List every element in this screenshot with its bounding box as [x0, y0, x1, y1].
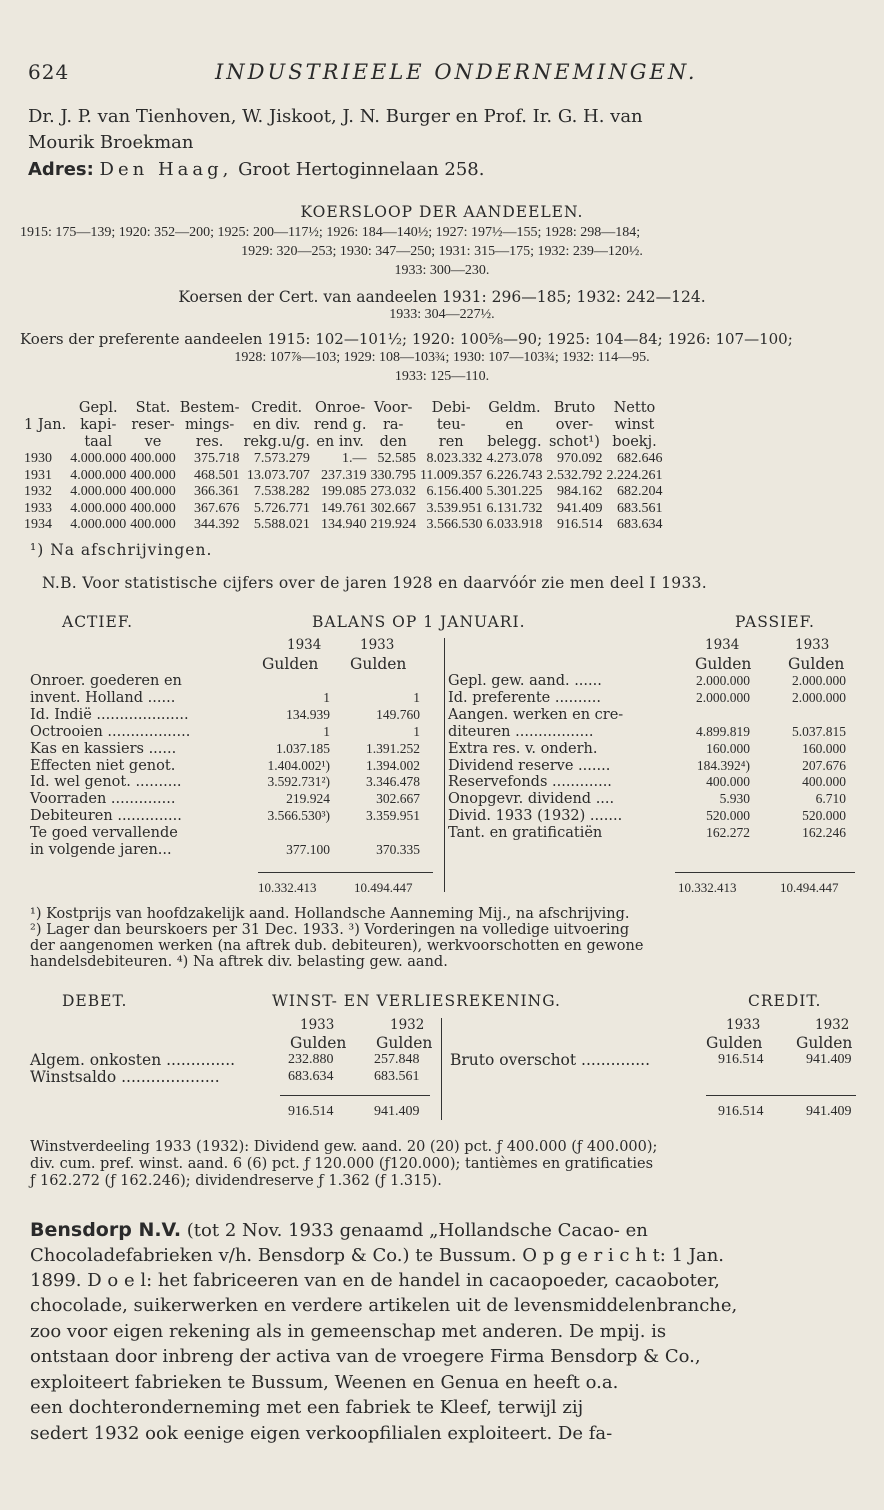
- stats-value-cell: 1.—: [341, 451, 367, 466]
- balance-item-label: Reservefonds .............: [448, 774, 612, 791]
- bensdorp-line-5: zoo voor eigen rekening als in gemeenschap met anderen. De mpij. is: [30, 1321, 667, 1342]
- stats-header: Onroe-: [314, 400, 366, 416]
- balance-right-label: PASSIEF.: [735, 613, 815, 631]
- balance-item-label: Gepl. gew. aand. ......: [448, 673, 602, 689]
- stats-header: belegg.: [487, 434, 542, 450]
- pl-debit-label-0: Algem. onkosten ..............: [30, 1051, 236, 1069]
- stats-value-cell: 3.566.530: [426, 517, 483, 532]
- stats-header: Bruto: [553, 400, 596, 416]
- stats-value-cell: 330.795: [370, 467, 416, 483]
- balance-item-value: [250, 825, 330, 842]
- stats-value-cell: 8.023.332: [426, 451, 483, 466]
- balance-item-value: 1: [413, 723, 420, 739]
- pl-debit-total-b: 941.409: [374, 1104, 420, 1119]
- balance-item-label: Id. wel genot. ..........: [30, 774, 182, 791]
- balance-item-value: 160.000: [802, 740, 846, 756]
- stats-value-cell: 7.538.282: [253, 484, 310, 499]
- bensdorp-line-4: chocolade, suikerwerken en verdere artikelen uit de levensmiddelenbranche,: [30, 1295, 738, 1316]
- stats-value-cell: 400.000: [130, 484, 176, 499]
- assets-total-a: 10.332.413: [258, 880, 317, 895]
- pl-year-c: 1933: [726, 1017, 761, 1033]
- balance-item-value: 160.000: [706, 740, 750, 756]
- bensdorp-line-6: ontstaan door inbreng der activa van de vroegere Firma Bensdorp & Co.,: [30, 1346, 701, 1367]
- balance-item-value: 162.246: [802, 825, 846, 841]
- balance-year-d: 1933: [795, 637, 830, 653]
- stats-header: schot¹): [548, 434, 600, 450]
- table-row: [448, 690, 846, 707]
- balance-item-value: [750, 707, 846, 724]
- stats-body: [22, 451, 664, 534]
- running-title: INDUSTRIEELE ONDERNEMINGEN.: [215, 60, 698, 84]
- balance-item-value: 400.000: [706, 774, 750, 790]
- stats-value-cell: 367.676: [194, 500, 240, 516]
- bensdorp-line-3: 1899. D o e l: het fabriceeren van en de handel in cacaopoeder, cacaoboter,: [30, 1270, 720, 1291]
- stats-header: den: [379, 434, 407, 450]
- stats-value-cell: 7.573.279: [253, 451, 310, 466]
- koersloop-line-1: 1915: 175—139; 1920: 352—200; 1925: 200—117½; 1926: 184—140½; 1927: 197½—155; 1928: 298—184;: [20, 225, 641, 240]
- stats-value-cell: 941.409: [556, 500, 603, 516]
- stats-header: Gepl.: [78, 400, 118, 416]
- balance-item-value: 520.000: [802, 808, 846, 824]
- table-row: [30, 808, 420, 825]
- balance-item-value: 4.899.819: [696, 723, 750, 739]
- stats-header-row-2: [22, 417, 664, 434]
- balance-item-value: 2.000.000: [696, 689, 750, 705]
- table-row: [30, 842, 420, 859]
- stats-value-cell: 2.532.792: [546, 467, 603, 483]
- pl-right-label: CREDIT.: [748, 992, 822, 1010]
- pl-debit-b-1: 683.561: [374, 1069, 420, 1084]
- pl-year-d: 1932: [815, 1017, 850, 1033]
- pl-title: WINST- EN VERLIESREKENING.: [272, 992, 561, 1010]
- winstverdeeling-line-2: div. cum. pref. winst. aand. 6 (6) pct. ƒ 120.000 (ƒ120.000); tantièmes en gratificaties: [30, 1156, 654, 1172]
- stats-header: 1 Jan.: [24, 417, 67, 433]
- stats-header: res.: [195, 434, 224, 450]
- stats-value-cell: 4.000.000: [70, 517, 127, 532]
- balance-currency-d: Gulden: [788, 655, 845, 673]
- stats-header: en: [505, 417, 524, 433]
- balance-item-value: 5.037.815: [792, 723, 846, 739]
- koersloop-line-3: 1933: 300—230.: [394, 263, 490, 278]
- stats-value-cell: 5.726.771: [253, 500, 310, 516]
- table-row: [448, 774, 846, 791]
- stats-year-cell: 1934: [24, 517, 52, 532]
- stats-header: Credit.: [251, 400, 303, 416]
- stats-value-cell: 273.032: [370, 484, 416, 499]
- stats-header: Netto: [613, 400, 656, 416]
- table-row: [30, 673, 420, 690]
- balance-item-label: Te goed vervallende: [30, 825, 178, 842]
- stats-value-cell: 400.000: [130, 467, 176, 483]
- stats-value-cell: 916.514: [556, 517, 603, 532]
- stats-header: reser-: [131, 417, 175, 433]
- stats-value-cell: 4.000.000: [70, 467, 127, 483]
- stats-year-cell: 1931: [24, 467, 52, 483]
- table-row: [30, 690, 420, 707]
- stats-header: [22, 434, 68, 451]
- winstverdeeling-line-3: ƒ 162.272 (ƒ 162.246); dividendreserve ƒ 1.362 (ƒ 1.315).: [30, 1173, 442, 1189]
- address-city: Den Haag,: [99, 159, 233, 180]
- balance-item-value: [330, 673, 420, 690]
- stats-header: en inv.: [316, 434, 364, 450]
- balance-title: BALANS OP 1 JANUARI.: [312, 613, 526, 631]
- balance-currency-b: Gulden: [350, 655, 407, 673]
- stats-header: en div.: [252, 417, 301, 433]
- stats-header: kapi-: [80, 417, 117, 433]
- bensdorp-line-2: Chocoladefabrieken v/h. Bensdorp & Co.) te Bussum. O p g e r i c h t: 1 Jan.: [30, 1245, 725, 1266]
- balance-item-value: 1: [323, 689, 330, 705]
- stats-value-cell: 682.204: [616, 484, 663, 499]
- table-row: [22, 468, 664, 485]
- stats-value-cell: 219.924: [370, 517, 416, 532]
- balance-item-value: 3.359.951: [366, 808, 420, 824]
- pl-credit-a-0: 916.514: [718, 1052, 764, 1067]
- bensdorp-line-1: [30, 1218, 648, 1244]
- balance-item-value: 3.592.731²): [267, 774, 330, 790]
- directors-line-1: Dr. J. P. van Tienhoven, W. Jiskoot, J. N. Burger en Prof. Ir. G. H. van: [28, 106, 643, 127]
- stats-header: mings-: [184, 417, 235, 433]
- stats-value-cell: 4.000.000: [70, 500, 127, 516]
- stats-value-cell: 52.585: [377, 451, 416, 466]
- stats-header: Geldm.: [488, 400, 541, 416]
- table-row: [30, 724, 420, 741]
- balance-item-label: Debiteuren ..............: [30, 808, 182, 825]
- pl-left-label: DEBET.: [62, 992, 128, 1010]
- pl-credit-total-a: 916.514: [718, 1104, 764, 1119]
- stats-header: taal: [84, 434, 113, 450]
- table-row: [448, 724, 846, 741]
- balance-item-label: in volgende jaren...: [30, 842, 172, 859]
- balance-footnote-2: ²) Lager dan beurskoers per 31 Dec. 1933. ³) Vorderingen na volledige uitvoering: [30, 922, 630, 938]
- balance-item-value: 2.000.000: [792, 673, 846, 688]
- balance-item-value: 400.000: [802, 774, 846, 790]
- bensdorp-line-8: een dochteronderneming met een fabriek te Kleef, terwijl zij: [30, 1397, 584, 1418]
- stats-value-cell: 375.718: [194, 451, 240, 466]
- pl-debit-a-0: 232.880: [288, 1052, 334, 1067]
- assets-table: [30, 673, 420, 859]
- balance-item-label: Voorraden ..............: [30, 791, 176, 808]
- page-number: 624: [28, 60, 70, 84]
- balance-left-label: ACTIEF.: [62, 613, 134, 631]
- table-row: [448, 825, 846, 842]
- stats-header: ren: [438, 434, 464, 450]
- stats-header: Bestem-: [179, 400, 240, 416]
- pl-year-b: 1932: [390, 1017, 425, 1033]
- cert-line-1: Koersen der Cert. van aandeelen 1931: 296—185; 1932: 242—124.: [178, 288, 706, 306]
- address: [28, 158, 484, 181]
- liab-total-b: 10.494.447: [780, 880, 839, 895]
- pl-credit-total-b: 941.409: [806, 1104, 852, 1119]
- balance-item-value: 520.000: [706, 808, 750, 824]
- pl-credit-label-0: Bruto overschot ..............: [450, 1051, 651, 1069]
- balance-item-label: Effecten niet genot.: [30, 757, 176, 774]
- stats-value-cell: 400.000: [130, 451, 176, 466]
- stats-header: over-: [555, 417, 594, 433]
- table-row: [448, 808, 846, 825]
- stats-value-cell: 683.634: [616, 517, 663, 532]
- balance-year-b: 1933: [360, 637, 395, 653]
- stats-header-row-1: [22, 400, 664, 417]
- assets-total-rule: [258, 872, 433, 873]
- pref-line-3: 1933: 125—110.: [394, 369, 490, 384]
- stats-value-cell: 400.000: [130, 517, 176, 532]
- stats-value-cell: 6.131.732: [486, 500, 543, 516]
- pl-debit-total-a: 916.514: [288, 1104, 334, 1119]
- balance-item-value: [330, 825, 420, 842]
- pref-line-1: Koers der preferente aandeelen 1915: 102—101½; 1920: 100⅝—90; 1925: 104—84; 1926: 107—100;: [20, 330, 793, 348]
- table-row: [22, 501, 664, 518]
- stats-header: ra-: [382, 417, 404, 433]
- table-row: [22, 484, 664, 501]
- liab-total-a: 10.332.413: [678, 880, 737, 895]
- balance-item-value: 1: [413, 689, 420, 705]
- balance-item-label: Divid. 1933 (1932) .......: [448, 808, 623, 825]
- stats-table-wrap: [22, 400, 664, 534]
- balance-footnote-3: der aangenomen werken (na aftrek dub. debiteuren), werkvoorschotten en gewone: [30, 938, 644, 954]
- bensdorp-line-1-text: (tot 2 Nov. 1933 genaamd „Hollandsche Cacao- en: [186, 1220, 648, 1241]
- pref-line-2: 1928: 107⅞—103; 1929: 108—103¾; 1930: 107—103¾; 1932: 114—95.: [234, 350, 650, 365]
- stats-value-cell: 11.009.357: [419, 467, 483, 483]
- balance-item-value: [668, 707, 750, 724]
- pl-credit-b-0: 941.409: [806, 1052, 852, 1067]
- balance-item-value: 3.346.478: [366, 774, 420, 790]
- stats-value-cell: 134.940: [320, 517, 367, 532]
- balance-item-value: 1.394.002: [366, 757, 420, 773]
- pl-currency-a: Gulden: [290, 1034, 347, 1052]
- koersloop-title: KOERSLOOP DER AANDEELEN.: [300, 203, 584, 221]
- table-row: [22, 451, 664, 468]
- stats-value-cell: 970.092: [556, 451, 603, 466]
- balance-item-value: 219.924: [286, 791, 330, 807]
- stats-value-cell: 5.588.021: [253, 517, 310, 532]
- balance-item-label: Onopgevr. dividend ....: [448, 791, 615, 808]
- stats-value-cell: 984.162: [556, 484, 603, 499]
- table-row: [448, 741, 846, 758]
- balance-item-value: 207.676: [802, 757, 846, 773]
- balance-currency-a: Gulden: [262, 655, 319, 673]
- balance-item-value: 1.404.002¹): [267, 757, 330, 773]
- table-row: [30, 758, 420, 775]
- address-label: Adres:: [28, 159, 94, 180]
- pl-currency-d: Gulden: [796, 1034, 853, 1052]
- table-row: [30, 741, 420, 758]
- table-row: [448, 673, 846, 690]
- table-row: [30, 774, 420, 791]
- balance-item-value: 134.939: [286, 706, 330, 722]
- balance-item-value: 149.760: [376, 706, 420, 722]
- bensdorp-company-name: Bensdorp N.V.: [30, 1219, 182, 1241]
- stats-year-cell: 1930: [24, 451, 52, 466]
- balance-item-label: invent. Holland ......: [30, 689, 176, 706]
- stats-value-cell: 6.226.743: [486, 467, 543, 483]
- stats-header-row-3: [22, 434, 664, 451]
- balance-item-label: Id. Indië ....................: [30, 706, 189, 723]
- balance-item-label: Tant. en gratificatiën: [448, 825, 603, 842]
- stats-value-cell: 344.392: [194, 517, 240, 532]
- pl-debit-label-1: Winstsaldo ....................: [30, 1068, 220, 1086]
- directors-line-2: Mourik Broekman: [28, 132, 194, 153]
- stats-value-cell: 5.301.225: [486, 484, 543, 499]
- stats-header: [22, 400, 68, 417]
- pl-currency-c: Gulden: [706, 1034, 763, 1052]
- balance-item-value: 1.037.185: [276, 740, 330, 756]
- winstverdeeling-line-1: Winstverdeeling 1933 (1932): Dividend gew. aand. 20 (20) pct. ƒ 400.000 (ƒ 400.000);: [30, 1139, 658, 1155]
- stats-header: rekg.u/g.: [243, 434, 310, 450]
- pl-currency-b: Gulden: [376, 1034, 433, 1052]
- balance-year-c: 1934: [705, 637, 740, 653]
- bensdorp-line-7: exploiteert fabrieken te Bussum, Weenen en Genua en heeft o.a.: [30, 1372, 619, 1393]
- liabilities-table: [448, 673, 846, 842]
- balance-item-label: Octrooien ..................: [30, 723, 191, 740]
- stats-value-cell: 199.085: [320, 484, 367, 499]
- balance-item-label: diteuren .................: [448, 723, 594, 740]
- balance-item-value: 184.392⁴): [696, 757, 750, 773]
- table-row: [448, 707, 846, 724]
- pl-debit-a-1: 683.634: [288, 1069, 334, 1084]
- balance-divider: [444, 638, 445, 892]
- cert-line-2: 1933: 304—227½.: [389, 307, 495, 322]
- table-row: [30, 707, 420, 724]
- stats-header: teu-: [436, 417, 466, 433]
- stats-footnote: ¹) Na afschrijvingen.: [30, 541, 213, 559]
- address-street: Groot Hertoginnelaan 258.: [238, 159, 485, 180]
- balance-item-value: 377.100: [286, 842, 330, 858]
- stats-value-cell: 4.000.000: [70, 451, 127, 466]
- stats-value-cell: 13.073.707: [246, 467, 310, 483]
- table-row: [30, 791, 420, 808]
- stats-header: winst: [614, 417, 655, 433]
- stats-header: Debi-: [431, 400, 471, 416]
- balance-item-value: 2.000.000: [792, 689, 846, 705]
- stats-value-cell: 149.761: [320, 500, 367, 516]
- balance-item-label: Extra res. v. onderh.: [448, 740, 598, 757]
- stats-value-cell: 6.156.400: [426, 484, 483, 499]
- stats-value-cell: 6.033.918: [486, 517, 543, 532]
- balance-item-label: Dividend reserve .......: [448, 757, 611, 774]
- nb-note: N.B. Voor statistische cijfers over de jaren 1928 en daarvóór zie men deel I 1933.: [42, 574, 707, 592]
- stats-table: [22, 400, 664, 534]
- stats-value-cell: 468.501: [194, 467, 240, 483]
- stats-value-cell: 2.224.261: [606, 467, 663, 483]
- stats-header: ve: [144, 434, 162, 450]
- balance-currency-c: Gulden: [695, 655, 752, 673]
- balance-assets: [30, 673, 420, 859]
- stats-value-cell: 683.561: [616, 500, 663, 516]
- balance-item-value: 3.566.530³): [267, 808, 330, 824]
- balance-footnote-4: handelsdebiteuren. ⁴) Na aftrek div. belasting gew. aand.: [30, 954, 448, 970]
- balance-liabilities: [448, 673, 846, 842]
- liab-total-rule: [675, 872, 855, 873]
- table-row: [30, 825, 420, 842]
- stats-value-cell: 4.273.078: [486, 451, 543, 466]
- balance-item-label: Aangen. werken en cre-: [448, 706, 624, 723]
- stats-header: rend g.: [313, 417, 367, 433]
- balance-item-value: 1.391.252: [366, 740, 420, 756]
- balance-item-value: 1: [323, 723, 330, 739]
- balance-footnote-1: ¹) Kostprijs van hoofdzakelijk aand. Hollandsche Aanneming Mij., na afschrijving.: [30, 906, 630, 922]
- balance-item-value: 6.710: [815, 791, 846, 807]
- balance-year-a: 1934: [287, 637, 322, 653]
- balance-item-label: Onroer. goederen en: [30, 673, 182, 689]
- balance-item-label: Kas en kassiers ......: [30, 740, 177, 757]
- stats-year-cell: 1932: [24, 484, 52, 499]
- stats-header: Voor-: [373, 400, 413, 416]
- koersloop-line-2: 1929: 320—253; 1930: 347—250; 1931: 315—175; 1932: 239—120½.: [241, 244, 643, 259]
- stats-header: Stat.: [135, 400, 171, 416]
- stats-year-cell: 1933: [24, 500, 52, 516]
- bensdorp-line-9: sedert 1932 ook eenige eigen verkoopfilialen exploiteert. De fa-: [30, 1423, 613, 1444]
- stats-header: boekj.: [612, 434, 657, 450]
- pl-divider: [441, 1018, 442, 1120]
- table-row: [22, 517, 664, 534]
- balance-item-value: [250, 673, 330, 690]
- stats-value-cell: 400.000: [130, 500, 176, 516]
- balance-item-value: 302.667: [376, 791, 420, 807]
- pl-debit-total-rule: [280, 1095, 430, 1096]
- balance-item-label: Id. preferente ..........: [448, 689, 601, 706]
- stats-value-cell: 366.361: [194, 484, 240, 499]
- pl-year-a: 1933: [300, 1017, 335, 1033]
- table-row: [448, 758, 846, 775]
- balance-item-value: 5.930: [719, 791, 750, 807]
- pl-credit-total-rule: [706, 1095, 856, 1096]
- stats-value-cell: 302.667: [370, 500, 416, 516]
- balance-item-value: 162.272: [706, 825, 750, 841]
- stats-value-cell: 3.539.951: [426, 500, 483, 516]
- stats-value-cell: 4.000.000: [70, 484, 127, 499]
- stats-value-cell: 237.319: [320, 467, 367, 483]
- pl-debit-b-0: 257.848: [374, 1052, 420, 1067]
- stats-value-cell: 682.646: [616, 451, 663, 466]
- table-row: [448, 791, 846, 808]
- assets-total-b: 10.494.447: [354, 880, 413, 895]
- balance-item-value: 2.000.000: [696, 673, 750, 688]
- balance-item-value: 370.335: [376, 842, 420, 858]
